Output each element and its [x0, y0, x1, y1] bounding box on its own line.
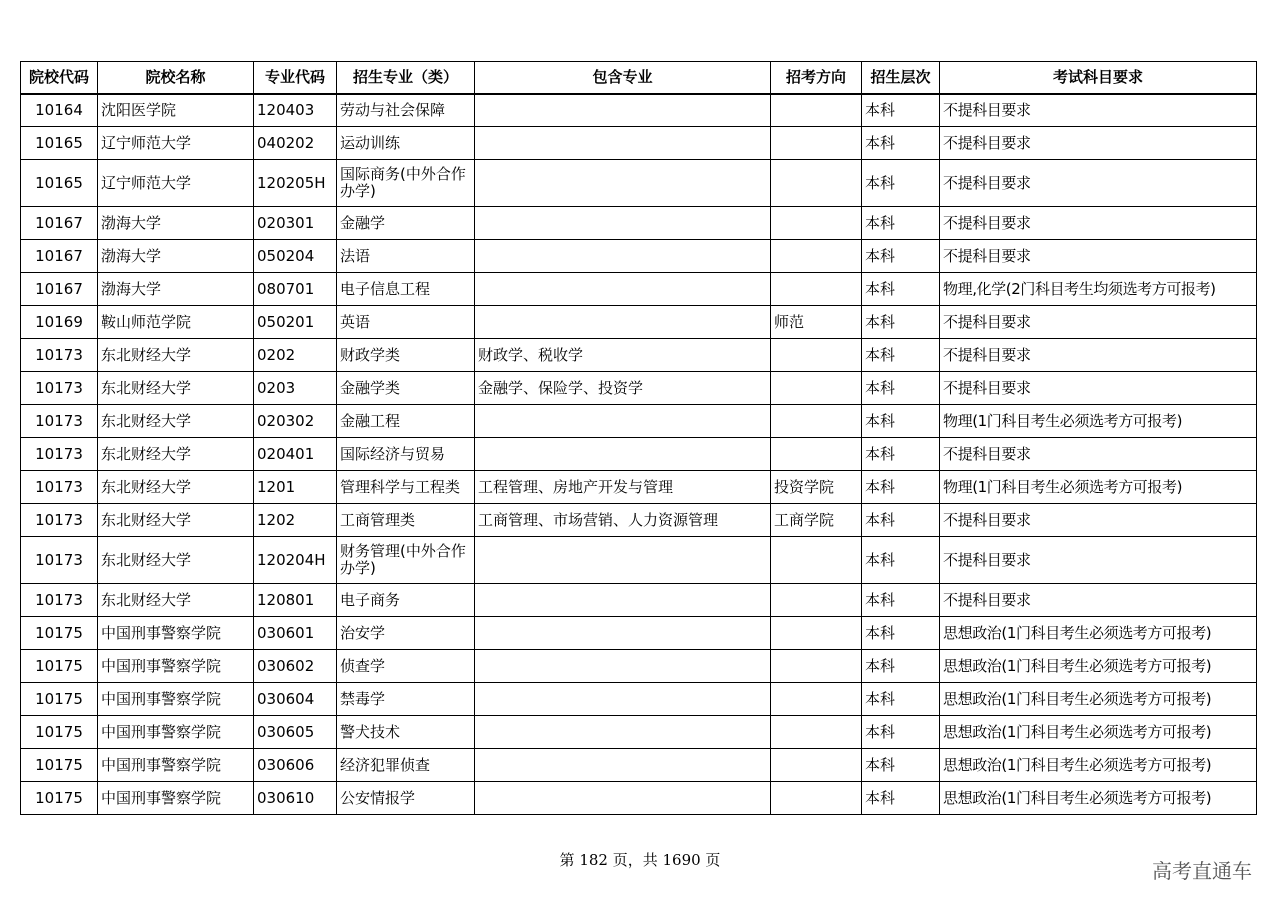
- cell-requirement: 物理(1门科目考生必须选考方可报考): [940, 471, 1257, 504]
- cell-includes: [475, 617, 771, 650]
- cell-level: 本科: [862, 372, 940, 405]
- cell-major-code: 050201: [254, 306, 337, 339]
- cell-direction: 师范: [771, 306, 862, 339]
- cell-level: 本科: [862, 782, 940, 815]
- cell-includes: [475, 306, 771, 339]
- header-includes: 包含专业: [475, 62, 771, 94]
- cell-school-name: 东北财经大学: [98, 405, 254, 438]
- header-major-code: 专业代码: [254, 62, 337, 94]
- cell-school-code: 10167: [21, 207, 98, 240]
- cell-requirement: 不提科目要求: [940, 306, 1257, 339]
- cell-school-name: 东北财经大学: [98, 471, 254, 504]
- cell-major-name: 金融学类: [337, 372, 475, 405]
- cell-includes: [475, 273, 771, 306]
- cell-major-code: 030606: [254, 749, 337, 782]
- cell-requirement: 思想政治(1门科目考生必须选考方可报考): [940, 749, 1257, 782]
- header-direction: 招考方向: [771, 62, 862, 94]
- header-level: 招生层次: [862, 62, 940, 94]
- cell-school-code: 10167: [21, 240, 98, 273]
- cell-includes: [475, 94, 771, 127]
- cell-level: 本科: [862, 273, 940, 306]
- cell-includes: [475, 438, 771, 471]
- cell-level: 本科: [862, 438, 940, 471]
- table-row: [21, 273, 1257, 306]
- cell-major-name: 经济犯罪侦查: [337, 749, 475, 782]
- cell-school-name: 渤海大学: [98, 273, 254, 306]
- cell-school-name: 东北财经大学: [98, 339, 254, 372]
- cell-requirement: 不提科目要求: [940, 94, 1257, 127]
- cell-major-name: 运动训练: [337, 127, 475, 160]
- cell-major-name: 禁毒学: [337, 683, 475, 716]
- cell-school-code: 10173: [21, 471, 98, 504]
- page-number: 第 182 页，共 1690 页: [559, 851, 721, 869]
- cell-includes: [475, 683, 771, 716]
- cell-includes: 财政学、税收学: [475, 339, 771, 372]
- cell-direction: [771, 617, 862, 650]
- cell-major-name: 英语: [337, 306, 475, 339]
- cell-direction: [771, 372, 862, 405]
- cell-level: 本科: [862, 683, 940, 716]
- cell-requirement: 物理(1门科目考生必须选考方可报考): [940, 405, 1257, 438]
- cell-major-name: 警犬技术: [337, 716, 475, 749]
- cell-school-code: 10164: [21, 94, 98, 127]
- cell-requirement: 思想政治(1门科目考生必须选考方可报考): [940, 782, 1257, 815]
- cell-level: 本科: [862, 160, 940, 207]
- cell-includes: [475, 160, 771, 207]
- cell-school-code: 10165: [21, 160, 98, 207]
- cell-level: 本科: [862, 127, 940, 160]
- cell-requirement: 思想政治(1门科目考生必须选考方可报考): [940, 650, 1257, 683]
- table-row: [21, 683, 1257, 716]
- cell-major-code: 030601: [254, 617, 337, 650]
- cell-level: 本科: [862, 716, 940, 749]
- cell-level: 本科: [862, 617, 940, 650]
- table-row: [21, 372, 1257, 405]
- cell-level: 本科: [862, 504, 940, 537]
- cell-school-code: 10175: [21, 782, 98, 815]
- cell-direction: 投资学院: [771, 471, 862, 504]
- cell-school-name: 东北财经大学: [98, 504, 254, 537]
- cell-major-code: 030604: [254, 683, 337, 716]
- cell-major-code: 120403: [254, 94, 337, 127]
- cell-school-name: 中国刑事警察学院: [98, 749, 254, 782]
- cell-requirement: 不提科目要求: [940, 127, 1257, 160]
- cell-level: 本科: [862, 471, 940, 504]
- cell-school-name: 东北财经大学: [98, 438, 254, 471]
- admissions-table: [20, 61, 1257, 815]
- cell-level: 本科: [862, 306, 940, 339]
- cell-school-code: 10175: [21, 650, 98, 683]
- table-row: [21, 782, 1257, 815]
- table-row: [21, 617, 1257, 650]
- cell-school-code: 10169: [21, 306, 98, 339]
- table-row: [21, 584, 1257, 617]
- cell-major-name: 财政学类: [337, 339, 475, 372]
- cell-level: 本科: [862, 207, 940, 240]
- table-row: [21, 716, 1257, 749]
- table-row: [21, 749, 1257, 782]
- cell-major-name: 工商管理类: [337, 504, 475, 537]
- cell-requirement: 不提科目要求: [940, 504, 1257, 537]
- cell-school-code: 10173: [21, 504, 98, 537]
- cell-direction: [771, 127, 862, 160]
- cell-includes: [475, 127, 771, 160]
- header-school-name: 院校名称: [98, 62, 254, 94]
- cell-school-code: 10175: [21, 749, 98, 782]
- cell-school-name: 东北财经大学: [98, 372, 254, 405]
- cell-direction: [771, 339, 862, 372]
- cell-major-code: 1201: [254, 471, 337, 504]
- cell-includes: [475, 650, 771, 683]
- watermark: 高考直通车: [1152, 859, 1252, 883]
- cell-school-code: 10173: [21, 438, 98, 471]
- cell-major-name: 法语: [337, 240, 475, 273]
- cell-major-name: 侦查学: [337, 650, 475, 683]
- cell-requirement: 物理,化学(2门科目考生均须选考方可报考): [940, 273, 1257, 306]
- cell-direction: [771, 273, 862, 306]
- cell-requirement: 思想政治(1门科目考生必须选考方可报考): [940, 716, 1257, 749]
- cell-major-code: 080701: [254, 273, 337, 306]
- cell-includes: [475, 405, 771, 438]
- cell-level: 本科: [862, 650, 940, 683]
- cell-includes: 金融学、保险学、投资学: [475, 372, 771, 405]
- cell-requirement: 不提科目要求: [940, 160, 1257, 207]
- cell-requirement: 不提科目要求: [940, 584, 1257, 617]
- cell-includes: 工商管理、市场营销、人力资源管理: [475, 504, 771, 537]
- cell-major-name: 电子信息工程: [337, 273, 475, 306]
- cell-school-name: 中国刑事警察学院: [98, 650, 254, 683]
- cell-direction: [771, 782, 862, 815]
- cell-school-code: 10173: [21, 339, 98, 372]
- cell-direction: [771, 716, 862, 749]
- table-row: [21, 405, 1257, 438]
- cell-requirement: 不提科目要求: [940, 240, 1257, 273]
- cell-school-code: 10173: [21, 405, 98, 438]
- cell-major-name: 国际商务(中外合作办学): [337, 160, 475, 207]
- cell-includes: [475, 584, 771, 617]
- cell-major-name: 财务管理(中外合作办学): [337, 537, 475, 584]
- header-major-name: 招生专业（类）: [337, 62, 475, 94]
- table-row: [21, 438, 1257, 471]
- cell-includes: 工程管理、房地产开发与管理: [475, 471, 771, 504]
- cell-direction: 工商学院: [771, 504, 862, 537]
- cell-direction: [771, 438, 862, 471]
- cell-major-code: 1202: [254, 504, 337, 537]
- cell-includes: [475, 782, 771, 815]
- table-row: [21, 207, 1257, 240]
- cell-direction: [771, 650, 862, 683]
- cell-school-code: 10175: [21, 683, 98, 716]
- cell-direction: [771, 207, 862, 240]
- cell-direction: [771, 584, 862, 617]
- cell-direction: [771, 405, 862, 438]
- cell-level: 本科: [862, 405, 940, 438]
- cell-school-name: 中国刑事警察学院: [98, 782, 254, 815]
- cell-school-name: 渤海大学: [98, 207, 254, 240]
- cell-requirement: 不提科目要求: [940, 207, 1257, 240]
- cell-includes: [475, 716, 771, 749]
- cell-includes: [475, 207, 771, 240]
- cell-major-name: 治安学: [337, 617, 475, 650]
- table-row: [21, 504, 1257, 537]
- cell-direction: [771, 537, 862, 584]
- cell-requirement: 不提科目要求: [940, 339, 1257, 372]
- cell-requirement: 思想政治(1门科目考生必须选考方可报考): [940, 683, 1257, 716]
- cell-school-name: 东北财经大学: [98, 584, 254, 617]
- cell-school-code: 10165: [21, 127, 98, 160]
- cell-includes: [475, 537, 771, 584]
- cell-direction: [771, 160, 862, 207]
- cell-major-code: 020401: [254, 438, 337, 471]
- cell-major-code: 030605: [254, 716, 337, 749]
- cell-level: 本科: [862, 94, 940, 127]
- cell-school-code: 10173: [21, 584, 98, 617]
- table-row: [21, 339, 1257, 372]
- cell-direction: [771, 240, 862, 273]
- table-row: [21, 160, 1257, 207]
- table-row: [21, 240, 1257, 273]
- table-header-row: [21, 62, 1257, 94]
- cell-major-code: 020301: [254, 207, 337, 240]
- cell-requirement: 不提科目要求: [940, 537, 1257, 584]
- cell-school-name: 中国刑事警察学院: [98, 716, 254, 749]
- cell-school-name: 中国刑事警察学院: [98, 617, 254, 650]
- cell-major-code: 0203: [254, 372, 337, 405]
- cell-school-name: 辽宁师范大学: [98, 127, 254, 160]
- header-school-code: 院校代码: [21, 62, 98, 94]
- table-row: [21, 306, 1257, 339]
- cell-direction: [771, 94, 862, 127]
- cell-school-name: 鞍山师范学院: [98, 306, 254, 339]
- cell-major-name: 公安情报学: [337, 782, 475, 815]
- cell-major-code: 030602: [254, 650, 337, 683]
- cell-major-code: 050204: [254, 240, 337, 273]
- cell-major-code: 0202: [254, 339, 337, 372]
- table-row: [21, 471, 1257, 504]
- cell-includes: [475, 749, 771, 782]
- cell-major-code: 030610: [254, 782, 337, 815]
- cell-major-name: 劳动与社会保障: [337, 94, 475, 127]
- cell-school-code: 10173: [21, 537, 98, 584]
- cell-major-name: 金融工程: [337, 405, 475, 438]
- cell-school-name: 中国刑事警察学院: [98, 683, 254, 716]
- cell-major-code: 120204H: [254, 537, 337, 584]
- cell-level: 本科: [862, 749, 940, 782]
- table-row: [21, 537, 1257, 584]
- cell-major-name: 金融学: [337, 207, 475, 240]
- cell-major-code: 040202: [254, 127, 337, 160]
- cell-school-name: 东北财经大学: [98, 537, 254, 584]
- cell-level: 本科: [862, 339, 940, 372]
- cell-school-code: 10175: [21, 716, 98, 749]
- cell-school-name: 辽宁师范大学: [98, 160, 254, 207]
- cell-school-code: 10167: [21, 273, 98, 306]
- cell-requirement: 不提科目要求: [940, 438, 1257, 471]
- cell-direction: [771, 749, 862, 782]
- cell-major-code: 120801: [254, 584, 337, 617]
- table-row: [21, 650, 1257, 683]
- cell-level: 本科: [862, 584, 940, 617]
- cell-school-code: 10173: [21, 372, 98, 405]
- header-requirement: 考试科目要求: [940, 62, 1257, 94]
- cell-major-code: 020302: [254, 405, 337, 438]
- table-row: [21, 127, 1257, 160]
- cell-requirement: 思想政治(1门科目考生必须选考方可报考): [940, 617, 1257, 650]
- cell-major-name: 管理科学与工程类: [337, 471, 475, 504]
- cell-level: 本科: [862, 537, 940, 584]
- cell-requirement: 不提科目要求: [940, 372, 1257, 405]
- cell-major-name: 国际经济与贸易: [337, 438, 475, 471]
- cell-includes: [475, 240, 771, 273]
- cell-school-name: 沈阳医学院: [98, 94, 254, 127]
- cell-direction: [771, 683, 862, 716]
- cell-major-name: 电子商务: [337, 584, 475, 617]
- cell-major-code: 120205H: [254, 160, 337, 207]
- cell-school-code: 10175: [21, 617, 98, 650]
- cell-level: 本科: [862, 240, 940, 273]
- table-row: [21, 94, 1257, 127]
- cell-school-name: 渤海大学: [98, 240, 254, 273]
